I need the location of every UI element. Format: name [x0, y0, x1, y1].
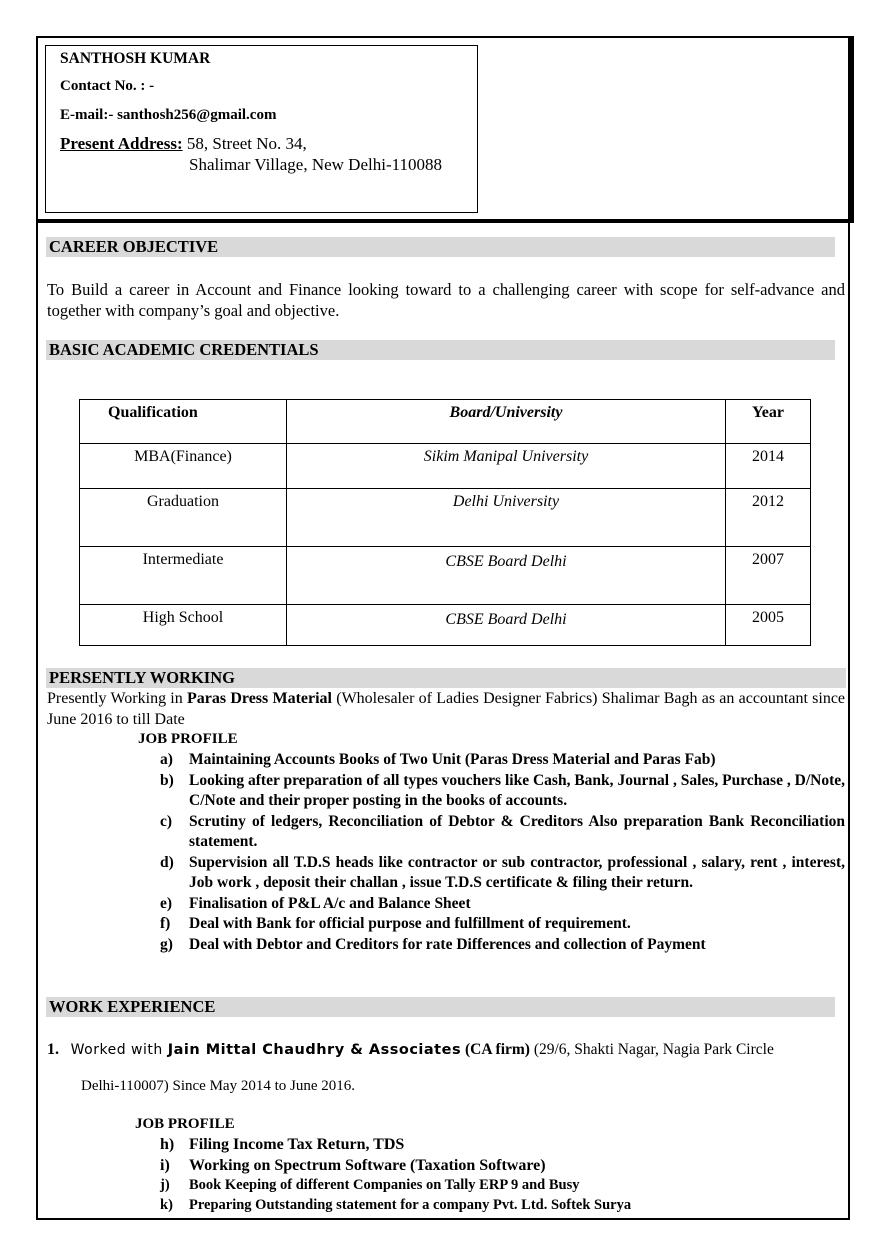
list-item: [160, 894, 845, 915]
career-objective-text: To Build a career in Account and Finance looking toward to a challenging career with scope for self-advance and together with company’s goal and objective.: [47, 280, 845, 320]
board-cell: Delhi University: [287, 489, 726, 547]
firm-address-line2: Delhi-110007) Since May 2014 to June 2016.: [81, 1078, 355, 1094]
list-marker: e): [160, 894, 173, 912]
company-name: Paras Dress Material: [187, 690, 333, 707]
list-text: Maintaining Accounts Books of Two Unit (Paras Dress Material and Paras Fab): [189, 751, 716, 768]
present-duties-list: [160, 750, 845, 955]
intro-pre: Presently Working in: [47, 690, 187, 707]
contact-box: [45, 45, 478, 213]
academic-table: [79, 399, 811, 646]
firm-name: Jain Mittal Chaudhry & Associates: [167, 1042, 462, 1058]
table-row: [80, 444, 811, 489]
year-cell: 2012: [726, 489, 811, 547]
list-text: Supervision all T.D.S heads like contractor or sub contractor, professional , salary, rent , interest, Job work , deposit their challan , issue T.D.S certificate & filing their return.: [189, 853, 845, 891]
table-header-row: [80, 400, 811, 444]
list-item: [160, 812, 845, 853]
intro-post: (Wholesaler of Ladies Designer Fabrics) Shalimar Bagh as an accountant since June 2016 to till Date: [47, 690, 846, 728]
list-item: [160, 935, 845, 956]
list-text: Looking after preparation of all types vouchers like Cash, Bank, Journal , Sales, Purchase , D/Note, C/Note and their proper posting in the books of accounts.: [189, 771, 845, 809]
list-text: Scrutiny of ledgers, Reconciliation of Debtor & Creditors Also preparation Bank Reconciliation statement.: [189, 812, 845, 850]
firm-address: (29/6, Shakti Nagar, Nagia Park Circle: [529, 1041, 774, 1058]
list-item: [160, 1196, 845, 1216]
present-address: [60, 134, 307, 154]
list-item: [160, 853, 845, 894]
list-marker: k): [160, 1196, 173, 1213]
qualification-cell: Graduation: [80, 489, 287, 547]
year-cell: 2007: [726, 547, 811, 605]
column-header: Qualification: [80, 400, 287, 444]
table-row: [80, 489, 811, 547]
candidate-name: SANTHOSH KUMAR: [60, 50, 211, 67]
qualification-cell: High School: [80, 605, 287, 646]
list-marker: c): [160, 812, 173, 830]
experience-number: 1.: [47, 1041, 59, 1058]
list-item: [160, 750, 845, 771]
experience-entry: [47, 1040, 845, 1060]
list-item: [160, 1176, 845, 1196]
job-profile-label: JOB PROFILE: [138, 731, 238, 747]
year-cell: 2005: [726, 605, 811, 646]
contact-number: Contact No. : -: [60, 78, 155, 94]
list-text: Preparing Outstanding statement for a company Pvt. Ltd. Softek Surya: [189, 1196, 632, 1213]
header-right-border: [850, 36, 854, 223]
career-objective-heading: CAREER OBJECTIVE: [46, 237, 835, 257]
list-text: Working on Spectrum Software (Taxation Software): [189, 1156, 546, 1174]
qualification-cell: Intermediate: [80, 547, 287, 605]
presently-working-heading: PERSENTLY WORKING: [46, 668, 846, 688]
worked-with: Worked with: [70, 1042, 168, 1058]
table-row: [80, 547, 811, 605]
board-cell: CBSE Board Delhi: [287, 605, 726, 646]
list-item: [160, 1135, 845, 1156]
list-item: [160, 1156, 845, 1177]
list-text: Filing Income Tax Return, TDS: [189, 1136, 405, 1153]
address-label: Present Address:: [60, 134, 183, 153]
board-cell: CBSE Board Delhi: [287, 547, 726, 605]
list-marker: a): [160, 751, 173, 768]
address-line2: Shalimar Village, New Delhi-110088: [189, 155, 442, 174]
list-marker: b): [160, 771, 174, 789]
list-marker: j): [160, 1177, 170, 1193]
address-line1: 58, Street No. 34,: [182, 134, 307, 153]
academic-heading: BASIC ACADEMIC CREDENTIALS: [46, 340, 835, 360]
list-marker: f): [160, 915, 171, 932]
work-experience-heading: WORK EXPERIENCE: [46, 997, 835, 1017]
presently-working-text: [47, 689, 845, 730]
year-cell: 2014: [726, 444, 811, 489]
list-item: [160, 771, 845, 812]
header-divider: [36, 219, 854, 223]
list-marker: g): [160, 935, 173, 953]
list-text: Finalisation of P&L A/c and Balance Sheet: [189, 894, 471, 912]
board-cell: Sikim Manipal University: [287, 444, 726, 489]
list-marker: d): [160, 853, 174, 871]
qualification-cell: MBA(Finance): [80, 444, 287, 489]
list-item: [160, 914, 845, 935]
column-header: Year: [726, 400, 811, 444]
list-text: Deal with Bank for official purpose and fulfillment of requirement.: [189, 915, 631, 932]
list-text: Deal with Debtor and Creditors for rate Differences and collection of Payment: [189, 935, 706, 953]
list-text: Book Keeping of different Companies on Tally ERP 9 and Busy: [189, 1177, 580, 1193]
table-row: [80, 605, 811, 646]
column-header: Board/University: [287, 400, 726, 444]
experience-duties-list: [160, 1135, 845, 1215]
list-marker: h): [160, 1136, 175, 1153]
firm-type: (CA firm): [461, 1041, 530, 1058]
list-marker: i): [160, 1156, 170, 1174]
email: E-mail:- santhosh256@gmail.com: [60, 107, 277, 123]
job-profile-label-2: JOB PROFILE: [135, 1116, 235, 1132]
